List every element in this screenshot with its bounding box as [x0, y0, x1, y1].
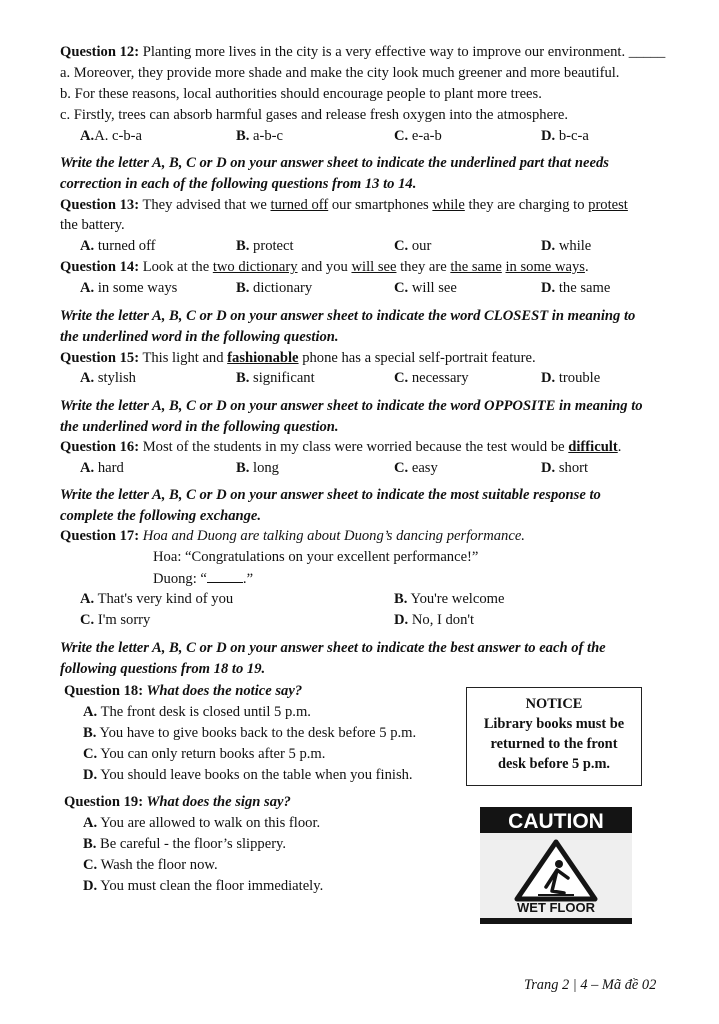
- q18-option-d[interactable]: D. You should leave books on the table when you finish.: [83, 767, 413, 783]
- q12-option-a[interactable]: A.A. c-b-a: [80, 128, 143, 144]
- q19-stem: Question 19: What does the sign say?: [64, 794, 291, 810]
- q18-stem: Question 18: What does the notice say?: [64, 683, 303, 699]
- q15-option-c[interactable]: C. necessary: [394, 370, 469, 386]
- q16-option-b[interactable]: B. long: [236, 460, 279, 476]
- q13-option-d[interactable]: D. while: [541, 238, 592, 254]
- q15-option-a[interactable]: A. stylish: [80, 370, 136, 386]
- page-footer: Trang 2 | 4 – Mã đề 02: [524, 977, 657, 993]
- q14-option-c[interactable]: C. will see: [394, 280, 457, 296]
- instruction-13-14-line2: correction in each of the following questions from 13 to 14.: [60, 176, 417, 192]
- q19-option-b[interactable]: B. Be careful - the floor’s slippery.: [83, 836, 287, 852]
- q17-stem: Question 17: Hoa and Duong are talking about Duong’s dancing performance.: [60, 528, 525, 544]
- q12-option-d[interactable]: D. b-c-a: [541, 128, 589, 144]
- q18-option-a[interactable]: A. The front desk is closed until 5 p.m.: [83, 704, 311, 720]
- q16-option-a[interactable]: A. hard: [80, 460, 124, 476]
- q18-option-c[interactable]: C. You can only return books after 5 p.m.: [83, 746, 326, 762]
- q17-blank: [207, 568, 243, 583]
- q17-option-c[interactable]: C. I'm sorry: [80, 612, 151, 628]
- q17-option-b[interactable]: B. You're welcome: [394, 591, 505, 607]
- q13-stem-line2: the battery.: [60, 217, 125, 233]
- q12-sentence-a: a. Moreover, they provide more shade and make the city look much greener and more beautiful.: [60, 65, 620, 81]
- q16-option-d[interactable]: D. short: [541, 460, 589, 476]
- library-notice-box: [466, 687, 642, 786]
- q12-option-c[interactable]: C. e-a-b: [394, 128, 442, 144]
- q12-sentence-c: c. Firstly, trees can absorb harmful gases and release fresh oxygen into the atmosphere.: [60, 107, 569, 123]
- caution-sign-graphic: [480, 807, 632, 924]
- q19-option-c[interactable]: C. Wash the floor now.: [83, 857, 218, 873]
- instruction-17-line2: complete the following exchange.: [60, 508, 262, 524]
- q14-option-d[interactable]: D. the same: [541, 280, 611, 296]
- q14-option-b[interactable]: B. dictionary: [236, 280, 313, 296]
- q14-stem: Question 14: Look at the two dictionary and you will see they are the same in some ways.: [60, 259, 589, 275]
- q15-stem: Question 15: This light and fashionable phone has a special self-portrait feature.: [60, 350, 536, 366]
- notice-title: NOTICE: [525, 696, 583, 712]
- q19-option-d[interactable]: D. You must clean the floor immediately.: [83, 878, 324, 894]
- q13-option-a[interactable]: A. turned off: [80, 238, 156, 254]
- instruction-17-line1: Write the letter A, B, C or D on your answer sheet to indicate the most suitable response to: [60, 487, 601, 503]
- instruction-15-line1: Write the letter A, B, C or D on your answer sheet to indicate the word CLOSEST in meaning to: [60, 308, 636, 324]
- notice-line-2: returned to the front: [490, 736, 618, 752]
- q12-option-b[interactable]: B. a-b-c: [236, 128, 284, 144]
- q13-option-b[interactable]: B. protect: [236, 238, 294, 254]
- q16-option-c[interactable]: C. easy: [394, 460, 438, 476]
- q12-stem: Question 12: Planting more lives in the city is a very effective way to improve our environment. _____: [60, 44, 666, 60]
- q18-option-b[interactable]: B. You have to give books back to the desk before 5 p.m.: [83, 725, 417, 741]
- sign-wet-floor-text: WET FLOOR: [517, 900, 595, 915]
- q17-option-d[interactable]: D. No, I don't: [394, 612, 475, 628]
- q19-option-a[interactable]: A. You are allowed to walk on this floor.: [83, 815, 321, 831]
- q14-option-a[interactable]: A. in some ways: [80, 280, 178, 296]
- q15-option-d[interactable]: D. trouble: [541, 370, 601, 386]
- q15-option-b[interactable]: B. significant: [236, 370, 315, 386]
- instruction-18-19-line1: Write the letter A, B, C or D on your answer sheet to indicate the best answer to each of the: [60, 640, 606, 656]
- q12-sentence-b: b. For these reasons, local authorities should encourage people to plant more trees.: [60, 86, 542, 102]
- instruction-15-line2: the underlined word in the following question.: [60, 329, 339, 345]
- instruction-13-14-line1: Write the letter A, B, C or D on your answer sheet to indicate the underlined part that needs: [60, 155, 609, 171]
- notice-line-1: Library books must be: [483, 716, 625, 732]
- instruction-16-line1: Write the letter A, B, C or D on your answer sheet to indicate the word OPPOSITE in meaning to: [60, 398, 643, 414]
- notice-line-3: desk before 5 p.m.: [497, 756, 611, 772]
- instruction-18-19-line2: following questions from 18 to 19.: [60, 661, 266, 677]
- q17-option-a[interactable]: A. That's very kind of you: [80, 591, 234, 607]
- q13-option-c[interactable]: C. our: [394, 238, 432, 254]
- instruction-16-line2: the underlined word in the following question.: [60, 419, 339, 435]
- q13-stem: Question 13: They advised that we turned off our smartphones while they are charging to protest: [60, 197, 628, 213]
- q17-hoa-line: Hoa: “Congratulations on your excellent performance!”: [153, 549, 479, 565]
- wet-floor-caution-sign: [480, 807, 632, 924]
- q17-duong-line: Duong: “ .”: [153, 568, 253, 590]
- sign-caution-text: CAUTION: [508, 810, 604, 833]
- q16-stem: Question 16: Most of the students in my class were worried because the test would be difficult.: [60, 439, 622, 455]
